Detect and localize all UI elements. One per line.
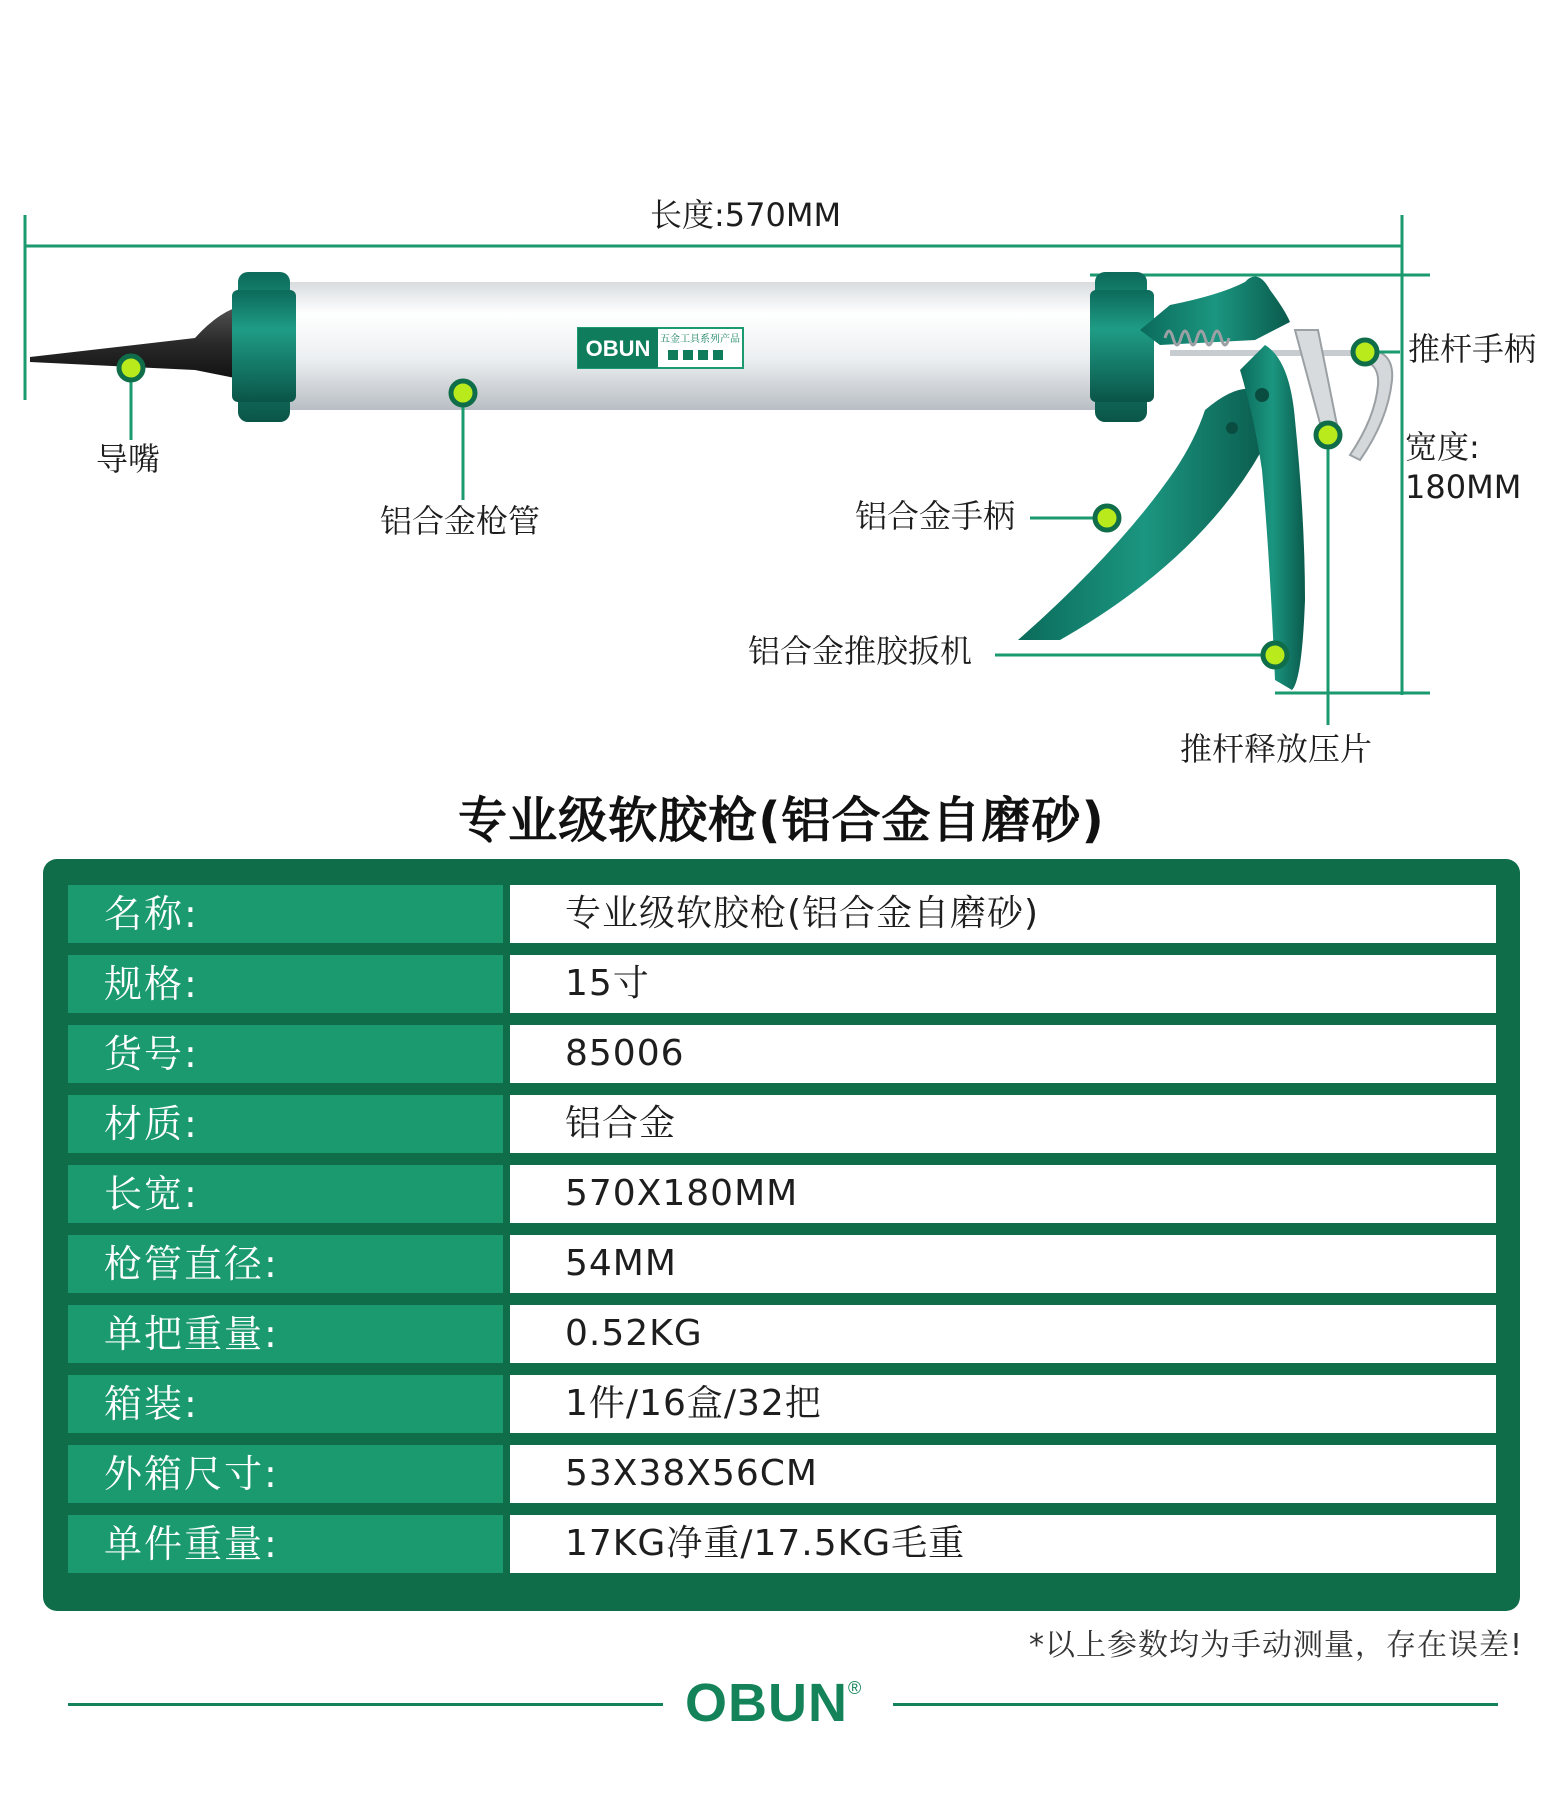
spec-label: 单件重量: bbox=[68, 1515, 503, 1573]
disclaimer: *以上参数均为手动测量，存在误差! bbox=[1028, 1628, 1523, 1663]
spec-value: 85006 bbox=[510, 1025, 1496, 1083]
spec-value: 54MM bbox=[510, 1235, 1496, 1293]
barrel-label-brand: OBUN bbox=[585, 336, 651, 361]
handle-label: 铝合金手柄 bbox=[855, 497, 1016, 535]
brand-logo bbox=[685, 1672, 862, 1734]
spec-value: 0.52KG bbox=[510, 1305, 1496, 1363]
spec-row bbox=[68, 1515, 1496, 1573]
width-dimension-label-1: 宽度: bbox=[1405, 428, 1480, 466]
push-rod-hook bbox=[1350, 349, 1392, 460]
push-rod-handle-label: 推杆手柄 bbox=[1408, 330, 1537, 368]
spec-row bbox=[68, 1375, 1496, 1433]
spec-value: 53X38X56CM bbox=[510, 1445, 1496, 1503]
spec-label: 货号: bbox=[68, 1025, 503, 1083]
product-title: 专业级软胶枪(铝合金自磨砂) bbox=[458, 792, 1105, 849]
barrel-label bbox=[578, 328, 743, 368]
footer-divider-left bbox=[68, 1703, 663, 1706]
product-diagram bbox=[0, 0, 1563, 790]
spec-label: 箱装: bbox=[68, 1375, 503, 1433]
spec-row bbox=[68, 1025, 1496, 1083]
barrel-label-text: 五金工具系列产品 bbox=[660, 334, 740, 345]
spec-row bbox=[68, 1305, 1496, 1363]
spec-label: 规格: bbox=[68, 955, 503, 1013]
footer-divider-right bbox=[893, 1703, 1498, 1706]
spec-row bbox=[68, 1165, 1496, 1223]
spec-label: 外箱尺寸: bbox=[68, 1445, 503, 1503]
brand-logo-text: OBUN bbox=[685, 1673, 848, 1733]
spec-label: 长宽: bbox=[68, 1165, 503, 1223]
nozzle-label: 导嘴 bbox=[96, 440, 161, 478]
trigger bbox=[1240, 345, 1305, 690]
spec-row bbox=[68, 885, 1496, 943]
trigger-label: 铝合金推胶扳机 bbox=[748, 632, 973, 670]
spec-value: 铝合金 bbox=[510, 1095, 1496, 1153]
caulking-gun-illustration bbox=[0, 0, 1563, 790]
spec-label: 材质: bbox=[68, 1095, 503, 1153]
spec-value: 17KG净重/17.5KG毛重 bbox=[510, 1515, 1496, 1573]
spec-row bbox=[68, 1445, 1496, 1503]
spec-value: 15寸 bbox=[510, 955, 1496, 1013]
spec-value: 1件/16盒/32把 bbox=[510, 1375, 1496, 1433]
spec-row bbox=[68, 1095, 1496, 1153]
spec-label: 名称: bbox=[68, 885, 503, 943]
spec-value: 570X180MM bbox=[510, 1165, 1496, 1223]
spec-value: 专业级软胶枪(铝合金自磨砂) bbox=[510, 885, 1496, 943]
width-dimension-label-2: 180MM bbox=[1405, 468, 1522, 506]
spec-label: 枪管直径: bbox=[68, 1235, 503, 1293]
barrel-callout-label: 铝合金枪管 bbox=[380, 502, 541, 540]
spec-row bbox=[68, 955, 1496, 1013]
spec-row bbox=[68, 1235, 1496, 1293]
spec-table bbox=[43, 859, 1520, 1611]
registered-mark: ® bbox=[848, 1678, 863, 1698]
spec-label: 单把重量: bbox=[68, 1305, 503, 1363]
release-plate-label: 推杆释放压片 bbox=[1180, 730, 1373, 768]
length-dimension-label: 长度:570MM bbox=[650, 196, 842, 234]
